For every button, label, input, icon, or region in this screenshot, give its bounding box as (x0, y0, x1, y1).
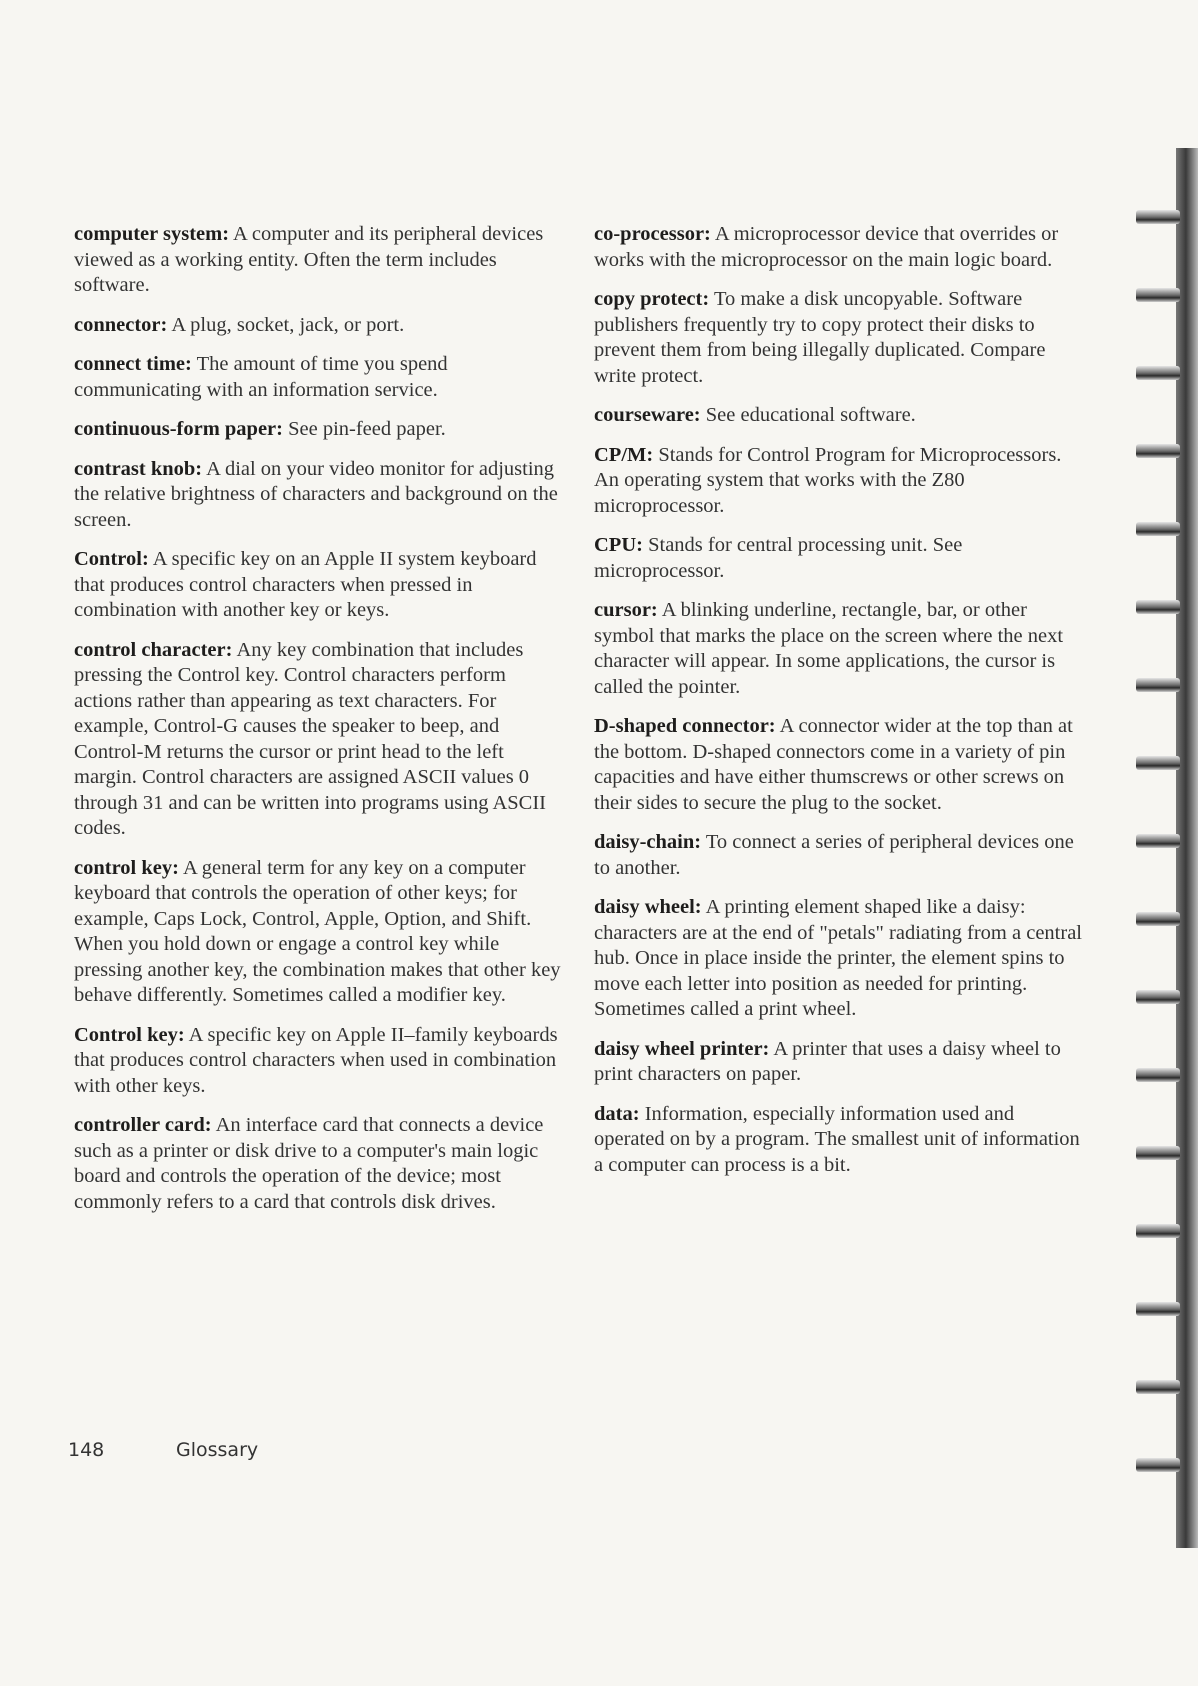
entry-definition: Stands for Control Program for Microprocessors. An operating system that works with the Z80 microprocessor. (594, 443, 1062, 517)
glossary-entry (74, 1023, 566, 1100)
glossary-entry (74, 457, 566, 534)
binding-coil (1136, 756, 1180, 770)
entry-definition: An interface card that connects a device such as a printer or disk drive to a computer's main logic board and controls the operation of the device; most commonly refers to a card that controls disk drives. (74, 1114, 544, 1213)
entry-definition: A blinking underline, rectangle, bar, or other symbol that marks the place on the screen where the next character will appear. In some applications, the cursor is called the pointer. (594, 599, 1064, 698)
glossary-entry (594, 830, 1084, 881)
glossary-entry (594, 714, 1084, 816)
binding-strip (1176, 148, 1198, 1548)
entry-definition: To make a disk uncopyable. Software publishers frequently try to copy protect their disks to prevent them from being illegally duplicated. Compare write protect. (594, 288, 1046, 387)
binding-coil (1136, 210, 1180, 224)
entry-term: daisy wheel: (594, 896, 702, 918)
entry-term: daisy wheel printer: (594, 1037, 770, 1060)
entry-definition: See educational software. (705, 404, 916, 426)
binding-coil (1136, 912, 1180, 926)
binding-coil (1136, 678, 1180, 692)
page-footer (68, 1439, 258, 1461)
entry-definition: Any key combination that includes pressing the Control key. Control characters perform actions rather than appearing as text characters. For example, Control-G causes the speaker to beep, and Control-M returns the cursor or print head to the left margin. Control characters are assigned ASCII values 0 through 31 and can be written into programs using ASCII codes. (74, 638, 547, 839)
entry-term: computer system: (74, 223, 230, 245)
glossary-entry (74, 638, 566, 842)
section-name: Glossary (176, 1439, 259, 1461)
binding-coil (1136, 444, 1180, 458)
entry-definition: See pin-feed paper. (288, 418, 446, 440)
binding-coil (1136, 1224, 1180, 1238)
binding-coil (1136, 834, 1180, 848)
right-column (594, 222, 1084, 1192)
glossary-entry (74, 856, 566, 1009)
entry-definition: A printing element shaped like a daisy: characters are at the end of "petals" radiating from a central hub. Once in place inside the printer, the element spins to move each letter into position as needed for printing. Sometimes called a print wheel. (594, 896, 1082, 1020)
binding-coil (1136, 522, 1180, 536)
binding-coil (1136, 288, 1180, 302)
glossary-entry (594, 598, 1084, 700)
binding-coil (1136, 1146, 1180, 1160)
entry-term: continuous-form paper: (74, 418, 283, 440)
entry-term: contrast knob: (74, 457, 203, 480)
entry-term: data: (594, 1102, 640, 1125)
glossary-entry (594, 287, 1084, 389)
glossary-entry (74, 547, 566, 624)
entry-definition: Stands for central processing unit. See microprocessor. (594, 534, 963, 582)
binding-coil (1136, 366, 1180, 380)
entry-term: control character: (74, 638, 233, 661)
entry-definition: A plug, socket, jack, or port. (171, 313, 405, 336)
entry-definition: To connect a series of peripheral devices one to another. (594, 831, 1074, 879)
entry-term: co-processor: (594, 223, 711, 245)
entry-definition: A connector wider at the top than at the bottom. D-shaped connectors come in a variety of pin capacities and have either thumscrews or other screws on their sides to secure the plug to the socket. (594, 715, 1073, 814)
glossary-entry (74, 417, 566, 443)
page-number: 148 (68, 1439, 105, 1461)
entry-term: D-shaped connector: (594, 715, 776, 737)
entry-term: connect time: (74, 353, 192, 375)
glossary-entry (74, 1113, 566, 1215)
entry-term: daisy-chain: (594, 831, 702, 853)
glossary-entry (74, 352, 566, 403)
glossary-entry (594, 1037, 1084, 1088)
entry-definition: Information, especially information used and operated on by a program. The smallest unit of information a computer can process is a bit. (594, 1102, 1080, 1176)
entry-definition: A computer and its peripheral devices viewed as a working entity. Often the term includes software. (74, 223, 544, 296)
binding-coil (1136, 1458, 1180, 1472)
binding-coil (1136, 1068, 1180, 1082)
entry-term: copy protect: (594, 288, 710, 310)
entry-definition: A printer that uses a daisy wheel to print characters on paper. (594, 1037, 1061, 1085)
entry-term: courseware: (594, 404, 701, 426)
glossary-entry (74, 313, 566, 339)
entry-definition: The amount of time you spend communicating with an information service. (74, 353, 448, 401)
entry-definition: A microprocessor device that overrides or works with the microprocessor on the main logic board. (594, 223, 1059, 271)
glossary-entry (594, 443, 1084, 520)
glossary-entry (594, 403, 1084, 429)
binding-coil (1136, 990, 1180, 1004)
entry-definition: A specific key on an Apple II system keyboard that produces control characters when pressed in combination with another key or keys. (74, 548, 537, 621)
entry-term: Control: (74, 548, 149, 570)
glossary-entry (594, 1102, 1084, 1179)
glossary-entry (594, 895, 1084, 1023)
spiral-binding (1136, 148, 1198, 1548)
entry-term: CP/M: (594, 443, 654, 466)
binding-coil (1136, 1302, 1180, 1316)
glossary-entry (74, 222, 566, 299)
glossary-entry (594, 533, 1084, 584)
entry-definition: A dial on your video monitor for adjusting the relative brightness of characters and background on the screen. (74, 457, 558, 531)
entry-definition: A specific key on Apple II–family keyboards that produces control characters when used in combination with other keys. (74, 1023, 558, 1097)
left-column (74, 222, 566, 1229)
entry-term: controller card: (74, 1114, 212, 1136)
binding-coil (1136, 1380, 1180, 1394)
binding-coil (1136, 600, 1180, 614)
glossary-entry (594, 222, 1084, 273)
entry-term: CPU: (594, 534, 643, 556)
entry-term: Control key: (74, 1023, 185, 1046)
entry-term: connector: (74, 313, 168, 336)
entry-term: control key: (74, 856, 179, 879)
entry-definition: A general term for any key on a computer keyboard that controls the operation of other keys; for example, Caps Lock, Control, Apple, Option, and Shift. When you hold down or engage a control key while pressing another key, the combination makes that other key behave differently. Sometimes called a modifier key. (74, 856, 561, 1006)
entry-term: cursor: (594, 599, 658, 621)
